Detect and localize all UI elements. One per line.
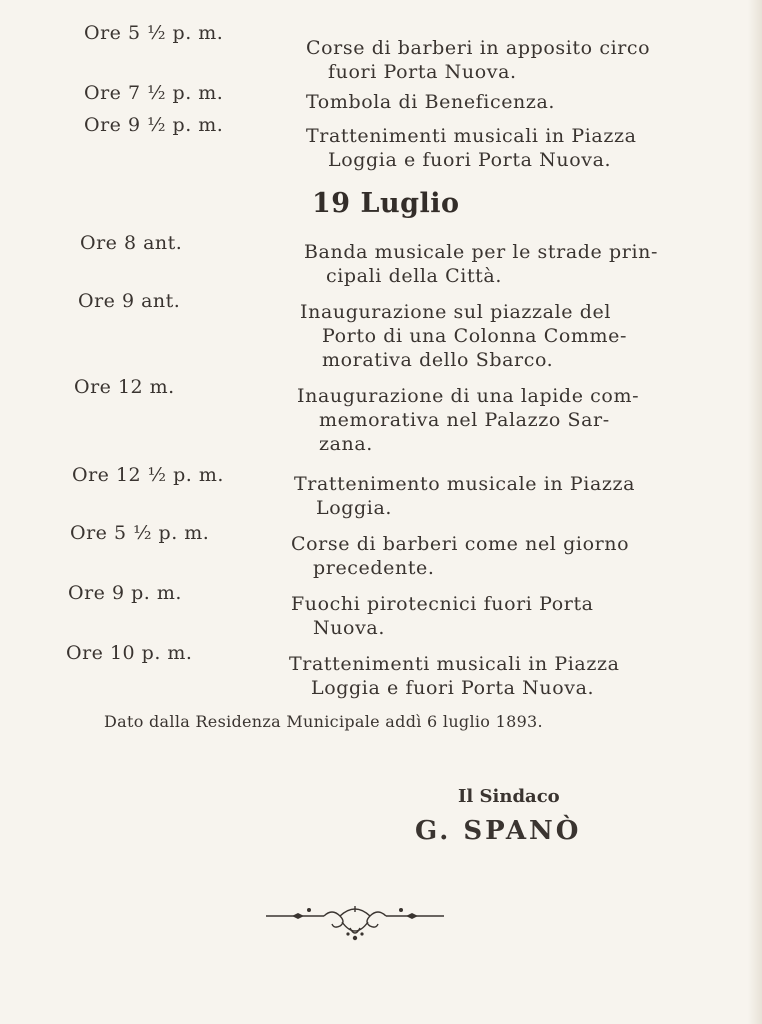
page-edge-shadow (748, 0, 762, 1024)
entry-description (306, 90, 555, 114)
entry-line: Porto di una Colonna Comme- (322, 325, 627, 347)
day-heading: 19 Luglio (312, 188, 460, 219)
entry-description (291, 532, 629, 580)
entry-line: Nuova. (313, 617, 386, 639)
entry-line: morativa dello Sbarco. (322, 349, 554, 371)
entry-line: Fuochi pirotecnici fuori Porta (291, 593, 594, 615)
entry-line: Banda musicale per le strade prin- (304, 241, 658, 263)
entry-time: Ore 9 p. m. (68, 582, 182, 604)
signature-name: G. SPANÒ (415, 816, 582, 846)
entry-description (289, 652, 620, 700)
entry-line: fuori Porta Nuova. (328, 61, 517, 83)
entry-line: Inaugurazione sul piazzale del (300, 301, 612, 323)
entry-description (294, 472, 635, 520)
entry-time: Ore 8 ant. (80, 232, 183, 254)
entry-time: Ore 9 ant. (78, 290, 181, 312)
entry-time: Ore 12 m. (74, 376, 175, 398)
entry-description (304, 240, 658, 288)
entry-line: Inaugurazione di una lapide com- (297, 385, 640, 407)
entry-description (291, 592, 594, 640)
entry-line: Trattenimento musicale in Piazza (294, 473, 636, 495)
entry-time: Ore 9 ½ p. m. (84, 114, 224, 136)
entry-time: Ore 7 ½ p. m. (84, 82, 224, 104)
entry-line: Loggia e fuori Porta Nuova. (311, 677, 595, 699)
entry-line: Corse di barberi in apposito circo (306, 37, 651, 59)
entry-description (300, 300, 627, 372)
ornament-icon (262, 898, 448, 944)
entry-line: memorativa nel Palazzo Sar- (319, 409, 610, 431)
entry-line: Corse di barberi come nel giorno (291, 533, 630, 555)
entry-line: Loggia e fuori Porta Nuova. (328, 149, 612, 171)
entry-line: precedente. (313, 557, 435, 579)
entry-line: zana. (319, 433, 373, 455)
signature-title: Il Sindaco (458, 786, 560, 807)
entry-time: Ore 10 p. m. (66, 642, 193, 664)
entry-line: Trattenimenti musicali in Piazza (289, 653, 620, 675)
entry-description (297, 384, 639, 456)
entry-line: Loggia. (316, 497, 393, 519)
dated-line: Dato dalla Residenza Municipale addì 6 luglio 1893. (104, 712, 543, 731)
entry-line: cipali della Città. (326, 265, 502, 287)
entry-description (306, 124, 637, 172)
entry-line: Tombola di Beneficenza. (306, 91, 556, 113)
entry-time: Ore 5 ½ p. m. (84, 22, 224, 44)
entry-time: Ore 12 ½ p. m. (72, 464, 224, 486)
entry-description (306, 36, 650, 84)
entry-time: Ore 5 ½ p. m. (70, 522, 210, 544)
entry-line: Trattenimenti musicali in Piazza (306, 125, 637, 147)
